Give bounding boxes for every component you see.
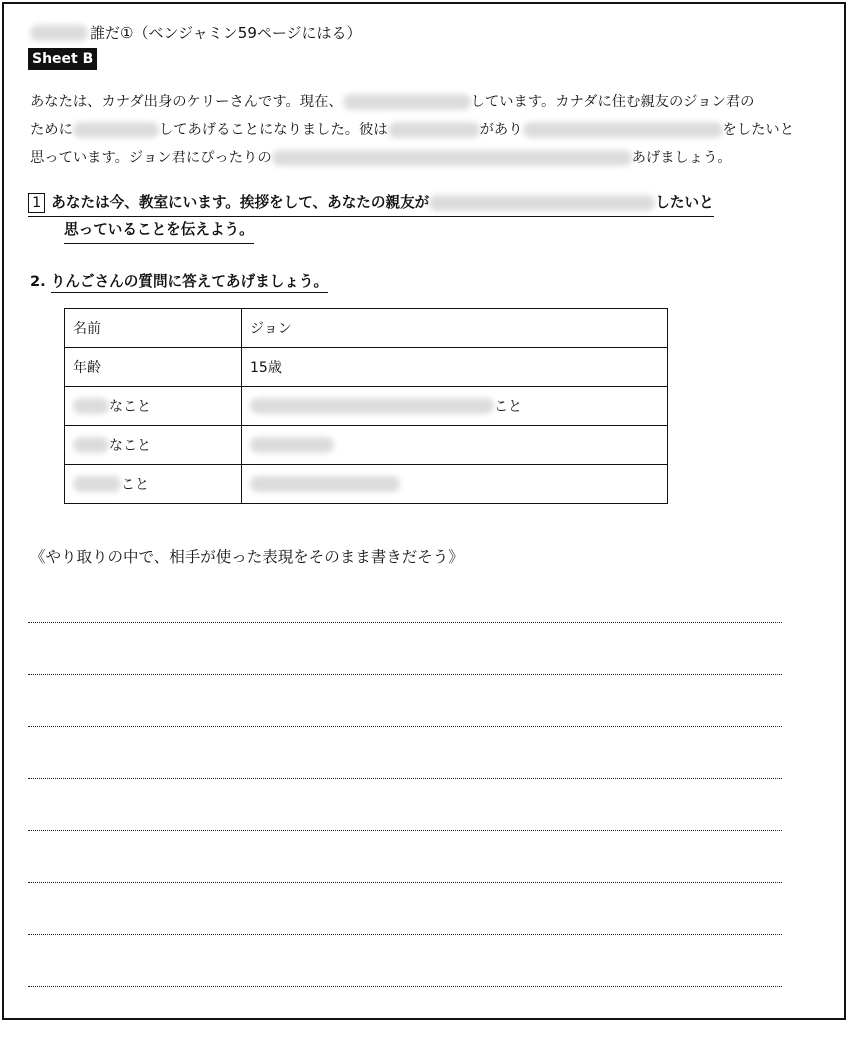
task-number: 2. [30, 273, 46, 290]
table-row [65, 426, 668, 465]
title-text: 誰だ①（ベンジャミン59ページにはる） [90, 24, 362, 42]
intro-text: しています。カナダに住む親友のジョン君の [470, 94, 755, 110]
redacted-text [250, 476, 400, 492]
table-cell-value [242, 465, 668, 504]
table-cell-value: 15歳 [242, 348, 668, 387]
table-cell-value [242, 387, 668, 426]
redacted-text [343, 94, 471, 110]
answer-line[interactable] [28, 882, 782, 934]
redacted-text [523, 122, 723, 138]
task-text: りんごさんの質問に答えてあげましょう。 [51, 273, 328, 293]
worksheet-title [30, 22, 362, 43]
redacted-text [250, 437, 334, 453]
table-cell-label [65, 426, 242, 465]
task-number-box: 1 [28, 193, 45, 213]
answer-line[interactable] [28, 778, 782, 830]
task-1-line-1 [28, 190, 714, 217]
task-2 [30, 270, 328, 291]
intro-text: あげましょう。 [631, 150, 732, 166]
table-row [65, 387, 668, 426]
task-text: あなたは今、教室にいます。挨拶をして、あなたの親友が [51, 194, 430, 211]
instruction-text: 《やり取りの中で、相手が使った表現をそのまま書きだそう》 [30, 548, 464, 566]
table-cell-label: 年齢 [65, 348, 242, 387]
table-cell-value: ジョン [242, 309, 668, 348]
task-1-line-2: 思っていることを伝えよう。 [64, 217, 254, 244]
label-suffix: なこと [109, 399, 151, 415]
task-1 [28, 190, 714, 244]
table-row [65, 309, 668, 348]
intro-text: あなたは、カナダ出身のケリーさんです。現在、 [30, 94, 343, 110]
table-row [65, 348, 668, 387]
label-suffix: なこと [109, 438, 151, 454]
intro-text: ために [30, 122, 73, 138]
redacted-text [429, 195, 655, 211]
intro-text: してあげることになりました。彼は [158, 122, 388, 138]
redacted-text [73, 122, 159, 138]
redacted-text [30, 25, 88, 41]
redacted-text [73, 398, 109, 414]
intro-text: があり [479, 122, 523, 138]
answer-lines [28, 622, 782, 1038]
redacted-text [73, 476, 121, 492]
answer-line[interactable] [28, 986, 782, 1038]
task-text: したいと [655, 194, 714, 211]
table-cell-label: 名前 [65, 309, 242, 348]
profile-table [64, 308, 668, 504]
redacted-text [272, 150, 632, 166]
intro-text: 思っています。ジョン君にぴったりの [30, 150, 272, 166]
intro-paragraph [30, 88, 820, 172]
value-suffix: こと [494, 399, 522, 415]
table-row [65, 465, 668, 504]
answer-line[interactable] [28, 622, 782, 674]
redacted-text [250, 398, 494, 414]
table-cell-label [65, 387, 242, 426]
sheet-label: Sheet B [28, 48, 97, 70]
answer-line[interactable] [28, 726, 782, 778]
table-cell-label [65, 465, 242, 504]
redacted-text [73, 437, 109, 453]
answer-line[interactable] [28, 830, 782, 882]
redacted-text [388, 122, 480, 138]
answer-line[interactable] [28, 674, 782, 726]
intro-text: をしたいと [722, 122, 795, 138]
answer-line[interactable] [28, 934, 782, 986]
label-suffix: こと [121, 477, 149, 493]
table-cell-value [242, 426, 668, 465]
